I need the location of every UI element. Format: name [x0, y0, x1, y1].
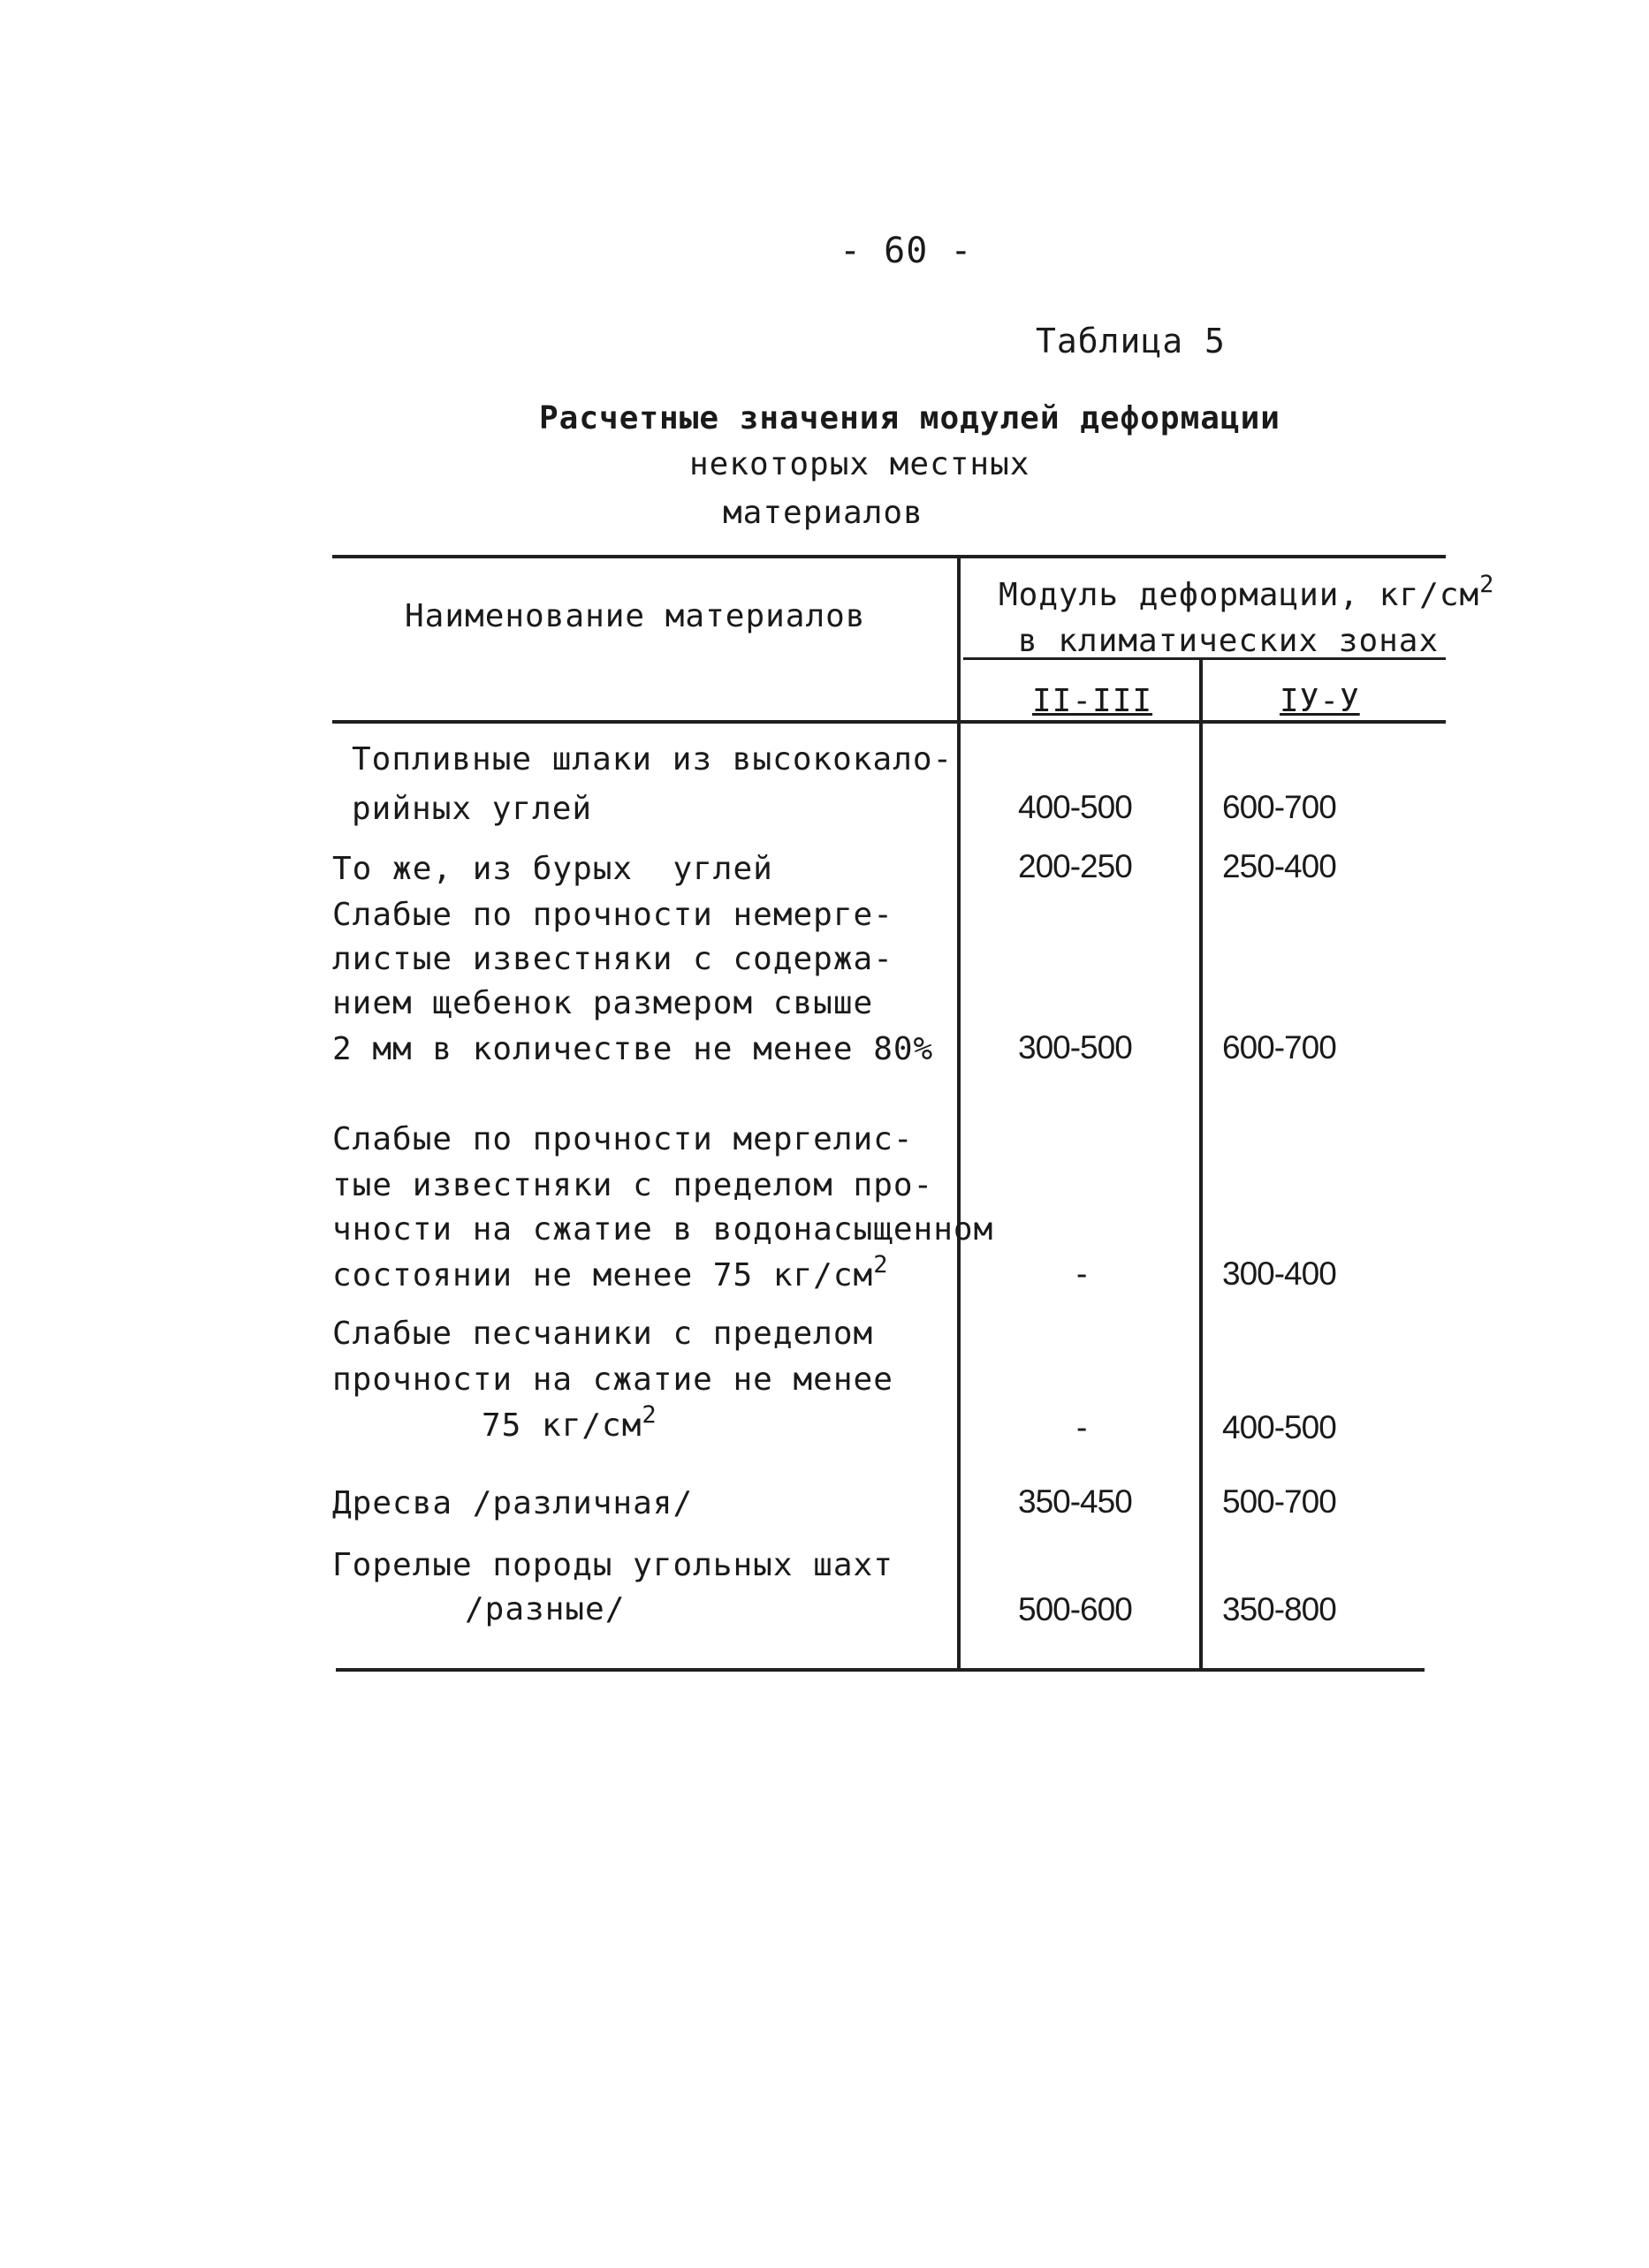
row-value-zone-2-3: 400-500	[1018, 789, 1132, 825]
table-label: Таблица 5	[1036, 322, 1226, 360]
row-name-sup: 2	[873, 1251, 889, 1279]
row-name-line: Слабые по прочности немерге-	[332, 897, 893, 933]
row-name-line: Дресва /различная/	[332, 1485, 694, 1521]
row-name-line: Топливные шлаки из высококало-	[352, 741, 954, 777]
table-title-line2: некоторых местных	[689, 446, 1030, 482]
row-name-line: 2 мм в количестве не менее 80%	[332, 1031, 934, 1067]
row-name-line: тые известняки с пределом про-	[332, 1167, 934, 1203]
row-value-zone-4-5: 600-700	[1222, 789, 1336, 825]
row-value-zone-4-5: 350-800	[1222, 1591, 1336, 1627]
table-title-line3: материалов	[723, 495, 923, 531]
header-zone-4-5: IУ-У	[1280, 683, 1360, 719]
row-value-zone-2-3: 300-500	[1018, 1029, 1132, 1066]
header-modulus	[999, 573, 1494, 618]
row-value-zone-4-5: 400-500	[1222, 1409, 1336, 1445]
column-divider-zones	[1199, 659, 1203, 1668]
row-name-line: Горелые породы угольных шахт	[332, 1547, 893, 1583]
row-name-line: нием щебенок размером свыше	[332, 985, 874, 1021]
row-value-zone-4-5: 250-400	[1222, 848, 1336, 884]
header-zone-2-3: II-III	[1032, 683, 1153, 719]
row-name-line	[332, 1253, 888, 1299]
row-value-zone-2-3: -	[1076, 1255, 1087, 1292]
column-divider-main	[957, 557, 961, 1668]
row-value-zone-2-3: 350-450	[1018, 1483, 1132, 1520]
row-value-zone-4-5: 500-700	[1222, 1483, 1336, 1520]
row-name-line: Слабые песчаники с пределом	[332, 1316, 874, 1352]
row-name-line: /разные/	[465, 1591, 626, 1627]
table-title-line1: Расчетные значения модулей деформации	[539, 400, 1280, 436]
row-name-text: состоянии не менее 75 кг/см	[332, 1257, 874, 1293]
row-value-zone-2-3: 200-250	[1018, 848, 1132, 884]
header-modulus-sup: 2	[1479, 571, 1495, 599]
row-name-line: листые известняки с содержа-	[332, 941, 893, 977]
page-number: - 60 -	[840, 231, 973, 271]
header-material-name: Наименование материалов	[405, 598, 866, 634]
row-value-zone-4-5: 600-700	[1222, 1029, 1336, 1066]
row-value-zone-2-3: -	[1076, 1409, 1087, 1445]
table-top-rule	[332, 555, 1446, 558]
header-bottom-rule	[332, 720, 1446, 724]
header-modulus-text: Модуль деформации, кг/см	[999, 577, 1480, 613]
row-name-line: прочности на сжатие не менее	[332, 1362, 893, 1398]
row-value-zone-2-3: 500-600	[1018, 1591, 1132, 1627]
row-name-sup: 2	[642, 1401, 657, 1430]
header-zones-caption: в климатических зонах	[1018, 623, 1440, 659]
row-name-line: То же, из бурых углей	[332, 851, 773, 887]
row-name-line: Слабые по прочности мергелис-	[332, 1121, 914, 1157]
row-value-zone-4-5: 300-400	[1222, 1255, 1336, 1292]
table-bottom-rule	[336, 1668, 1425, 1672]
row-name-text: 75 кг/см	[482, 1407, 642, 1444]
row-name-line: чности на сжатие в водонасыщенном	[332, 1211, 994, 1248]
row-name-line	[482, 1403, 657, 1449]
row-name-line: рийных углей	[352, 791, 593, 827]
